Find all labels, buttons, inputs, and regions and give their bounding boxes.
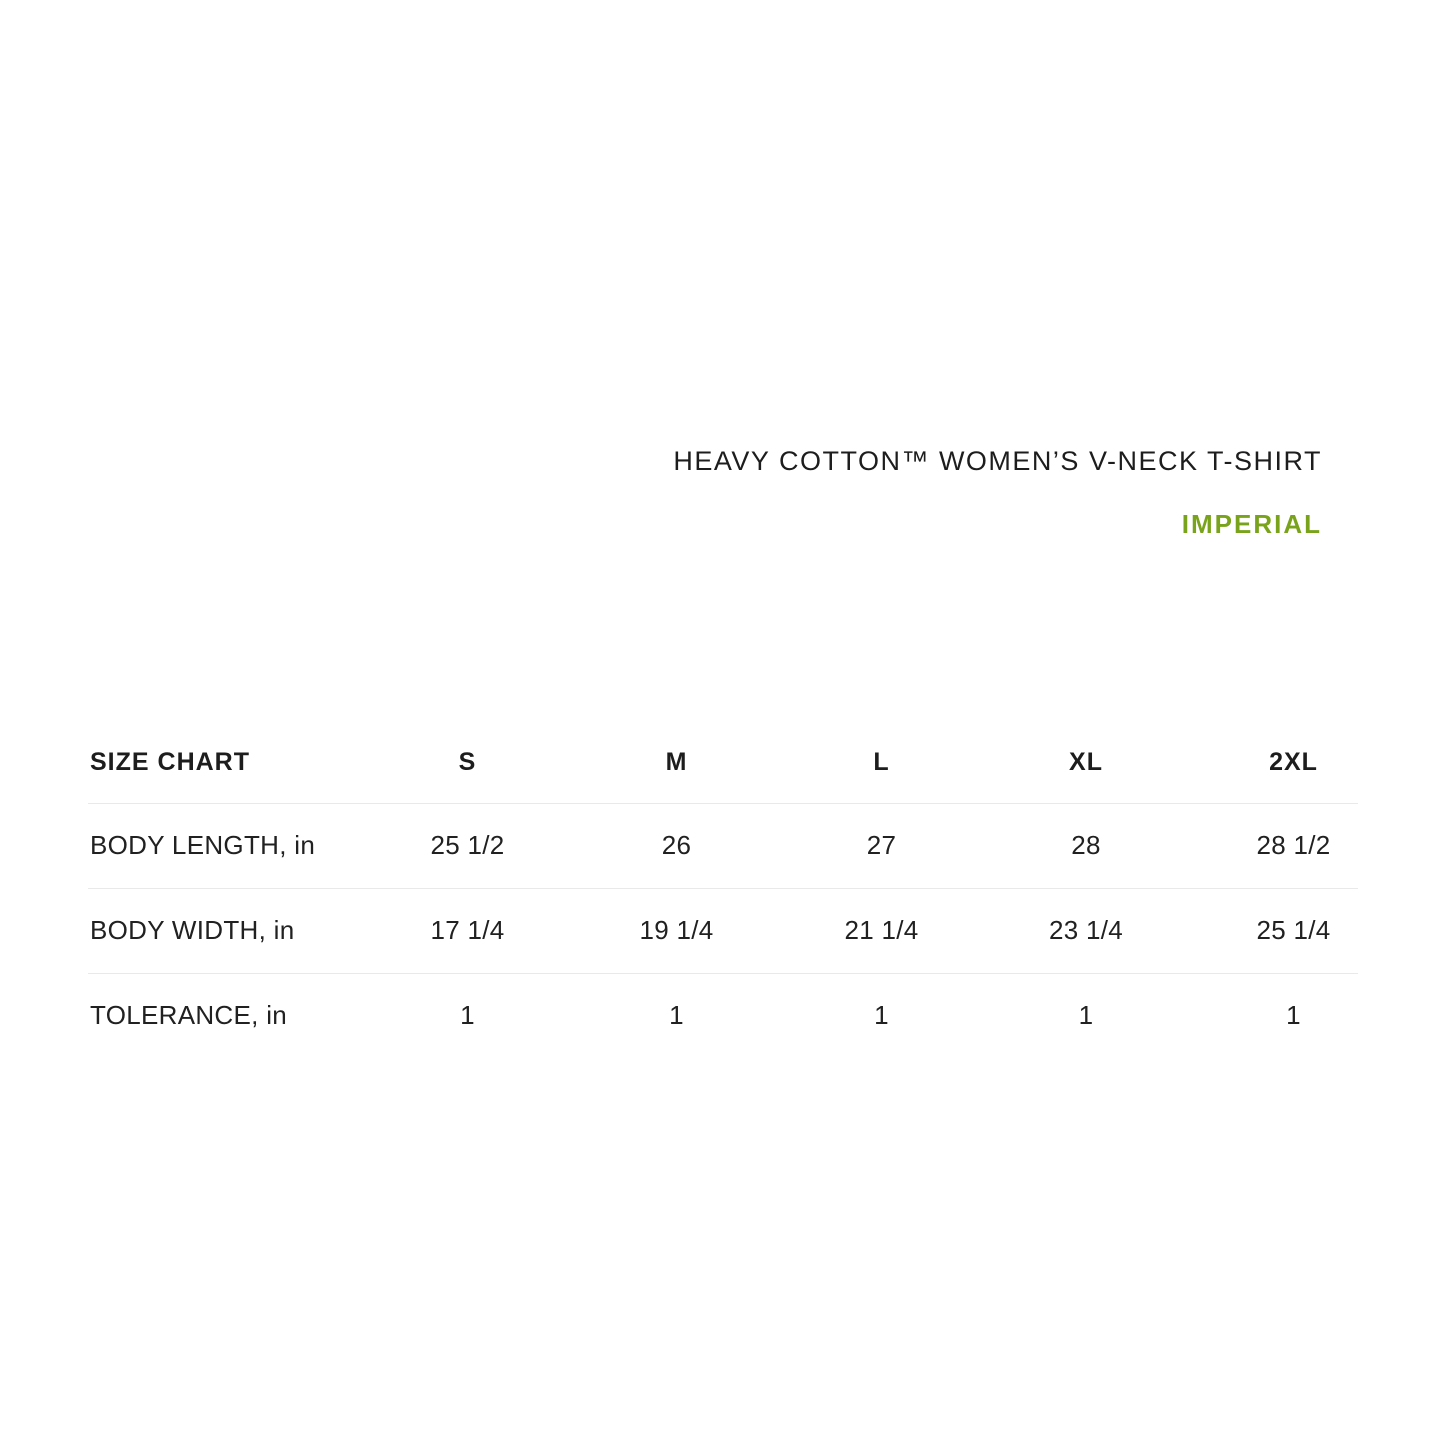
cell-value: 1 bbox=[460, 1000, 475, 1031]
cell-value: 25 1/2 bbox=[362, 803, 573, 888]
cell-value: 1 bbox=[874, 1000, 889, 1031]
product-title: HEAVY COTTON™ WOMEN’S V-NECK T-SHIRT bbox=[673, 446, 1322, 476]
cell-value: 26 bbox=[573, 803, 780, 888]
cell-value: 1 bbox=[1286, 1000, 1301, 1031]
column-header-s: S bbox=[362, 722, 573, 803]
cell-value: 25 1/4 bbox=[1189, 888, 1358, 973]
row-label: BODY LENGTH, in bbox=[88, 803, 362, 888]
row-label: TOLERANCE, in bbox=[90, 1000, 288, 1031]
size-chart-table bbox=[88, 722, 1358, 1058]
cell-value: 1 bbox=[669, 1000, 684, 1031]
unit-system-label: IMPERIAL bbox=[1181, 509, 1322, 539]
row-label: BODY WIDTH, in bbox=[88, 888, 362, 973]
column-header-m: M bbox=[573, 722, 780, 803]
cell-value: 1 bbox=[1078, 1000, 1094, 1031]
title-block bbox=[673, 448, 1322, 537]
cell-value: 28 1/2 bbox=[1189, 803, 1358, 888]
cell-value: 27 bbox=[780, 803, 983, 888]
cell-value: 17 1/4 bbox=[362, 888, 573, 973]
cell-value: 19 1/4 bbox=[573, 888, 780, 973]
cell-value: 23 1/4 bbox=[983, 888, 1189, 973]
table-row-body-width bbox=[88, 888, 1358, 973]
column-header-2xl: 2XL bbox=[1189, 722, 1358, 803]
cell-value: 21 1/4 bbox=[780, 888, 983, 973]
size-chart-heading: SIZE CHART bbox=[88, 722, 362, 803]
table-header-row bbox=[88, 722, 1358, 803]
column-header-xl: XL bbox=[983, 722, 1189, 803]
column-header-l: L bbox=[780, 722, 983, 803]
table-row-tolerance bbox=[88, 973, 1358, 1058]
cell-value: 28 bbox=[983, 803, 1189, 888]
table-row-body-length bbox=[88, 803, 1358, 888]
